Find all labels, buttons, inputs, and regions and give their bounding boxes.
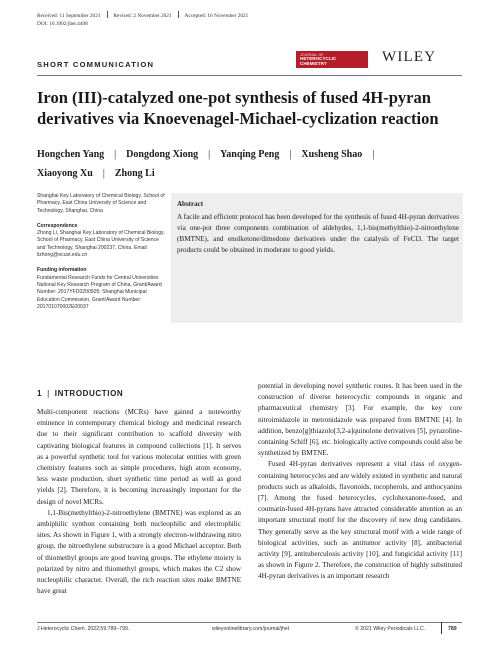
footer-citation: J Heterocyclic Chem. 2022;59:789–799.	[37, 626, 130, 632]
article-type-label: SHORT COMMUNICATION	[37, 60, 155, 69]
footer-copyright: © 2021 Wiley Periodicals LLC.	[355, 626, 426, 632]
right-column	[258, 381, 462, 583]
author-name[interactable]: Dongdong Xiong	[126, 149, 199, 160]
abstract-heading: Abstract	[177, 200, 204, 208]
left-column	[37, 407, 241, 597]
section-title: INTRODUCTION	[54, 389, 124, 398]
footer-url[interactable]: wileyonlinelibrary.com/journal/jhet	[212, 626, 290, 632]
body-paragraph: Fused 4H-pyran derivatives represent a vital class of oxygen-containing heterocycles and are widely existed in synthetic and natural products such as alkaloids, flavonoids, tocopherols, and anthocyanins [7]. Among the fused heterocycles, cyclohexanone-fused, and coumarin-fused 4H-pyrans have attracted considerable attention as an important structural motif for the discovery of new drug candidates. They generally serve as the key structural motif with a wide range of biological activities, such as antitumor activity [8], antibacterial activity [9], antituberculosis activity [10], and fungicidal activity [11] as shown in Figure 2. Therefore, the construction of highly substituted 4H-pyran derivatives is an important research	[258, 460, 462, 581]
abstract-text: A facile and efficient protocol has been developed for the synthesis of fused 4H-pyran derivatives via one-pot three components combination of aldehydes, 1,1-bis(methylthio)-2-nitroethylene (BMTNE), and enolketone/dimedone derivatives under the catalysis of FeCl3. The target products could be obtained in moderate to good yields.	[177, 213, 459, 254]
accepted-date: Accepted: 16 November 2021	[184, 13, 249, 19]
author-name[interactable]: Xusheng Shao	[301, 149, 363, 160]
section-number: 1	[37, 389, 43, 398]
author-name[interactable]: Xiaoyong Xu	[37, 168, 93, 179]
affiliation-text: Shanghai Key Laboratory of Chemical Biology, School of Pharmacy, East China University of Science and Technology, Shanghai, China	[37, 193, 165, 214]
body-paragraph: 1,1-Bis(methylthio)-2-nitroethylene (BMTNE) was explored as an ambiphilic synthon containing both nucleophilic and electrophilic sites. As shown in Figure 1, with a strongly electron-withdrawing nitro group, the nitroethylene substructure is a good Michael acceptor. Both of thiomethyl groups are good leaving groups. The ethylene moiety is polarized by nitro and thiomethyl groups, which makes the C2 show nucleophilic character. Overall, the rich reaction sites make BMTNE have great	[37, 508, 241, 596]
author-name[interactable]: Hongchen Yang	[37, 149, 105, 160]
funding-label: Funding information	[37, 267, 87, 274]
correspondence-label: Correspondence	[37, 222, 78, 229]
journal-logo-small: JOURNAL OF	[300, 53, 324, 57]
body-paragraph: Multi-component reactions (MCRs) have gained a noteworthy eminence in contemporary chemical biology and medicinal research due to their significant contribution to scaffold diversity with captivating biological features in compound collections [1]. It serves as a powerful synthetic tool for various molecular entities with green chemistry features such as simple procedures, high atom economy, less waste production, short synthetic time period as well as good yields [2]. Therefore, it is becoming increasingly important for the design of novel MCRs.	[37, 408, 241, 506]
article-dates	[37, 11, 248, 19]
section-heading: 1 | INTRODUCTION	[37, 389, 124, 398]
article-title: Iron (III)-catalyzed one-pot synthesis of fused 4H-pyran derivatives via Knoevenagel-Michael-cyclization reaction	[37, 88, 439, 128]
author-name[interactable]: Zhong Li	[114, 168, 155, 179]
publisher-logo: WILEY	[382, 49, 437, 65]
journal-logo	[296, 51, 368, 68]
journal-logo-name: HETEROCYCLIC CHEMISTRY	[300, 56, 337, 66]
page-number: 789	[448, 626, 457, 632]
revised-date: Revised: 2 November 2021	[113, 13, 172, 19]
header-divider	[37, 75, 462, 76]
affiliation-panel	[37, 193, 165, 311]
author-list: Hongchen Yang | Dongdong Xiong | Yanqing Peng | Xusheng Shao | Xiaoyong Xu | Zhong Li	[37, 149, 375, 179]
body-paragraph: potential in developing novel synthetic routes. It has been used in the construction of diverse heterocyclic compounds in organic and pharmaceutical chemistry [3]. For example, the key core nitroimidazole in metronidazole was prepared from BMTNE [4]. In addition, benzo[g]thiazolo[3,2-a]quinolone derivatives [5], pyrazoline-containing Schiff [6], etc. biologically active compounds could also be synthetized by BMTNE.	[258, 382, 462, 458]
abstract-box	[171, 193, 463, 323]
author-name[interactable]: Yanqing Peng	[220, 149, 280, 160]
correspondence-text: Zhong Li, Shanghai Key Laboratory of Chemical Biology, School of Pharmacy, East China University of Science and Technology, Shanghai 200237, China. Email: lizhong@ecust.edu.cn	[37, 230, 165, 259]
funding-text: Fundamental Research Funds for Central Universities National Key Research Program of China, Grant/Award Number: 2017YFD0200505; Shanghai Municipal Education Commission, Grant/Award Number: 201701070002E00037	[37, 274, 162, 310]
received-date: Received: 11 September 2021	[37, 13, 101, 19]
page-number-divider	[441, 622, 442, 634]
footer-divider	[37, 622, 462, 623]
doi[interactable]: DOI: 10.1002/jhet.4408	[37, 21, 88, 27]
